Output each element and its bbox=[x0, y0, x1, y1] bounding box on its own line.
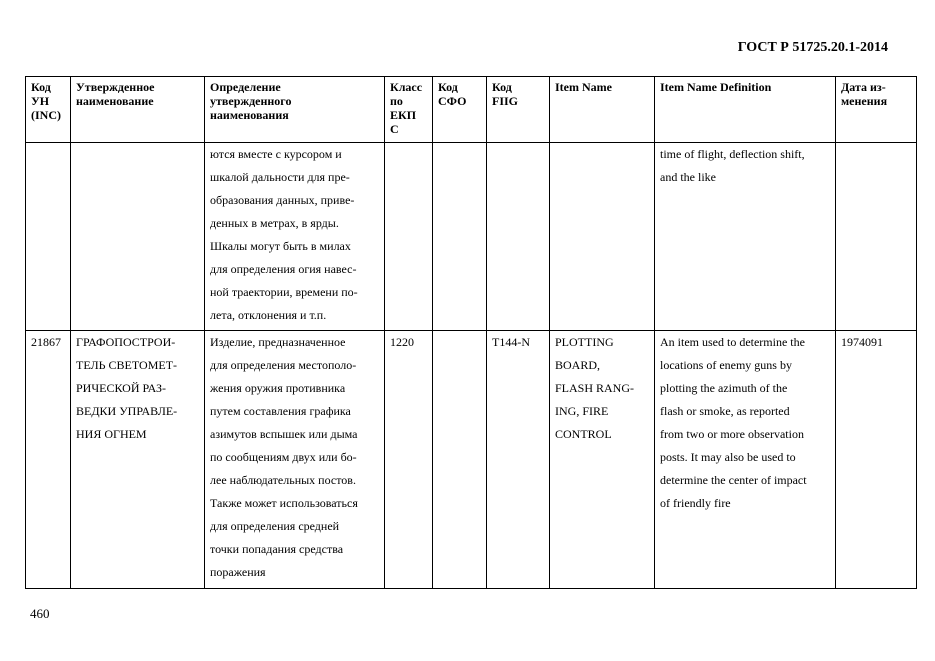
text-line: наименования bbox=[210, 108, 289, 122]
page-number: 460 bbox=[30, 606, 50, 621]
text-line: Определение bbox=[210, 80, 281, 94]
text-line: точки попадания средства bbox=[210, 542, 344, 556]
cell-class bbox=[385, 143, 433, 331]
text-line: лета, отклонения и т.п. bbox=[210, 308, 327, 322]
cell-name bbox=[71, 331, 205, 589]
text-line: posts. It may also be used to bbox=[660, 450, 796, 464]
text-line: ются вместе с курсором и bbox=[210, 147, 342, 161]
text-line: НИЯ ОГНЕМ bbox=[76, 427, 147, 441]
text-line: по сообщениям двух или бо- bbox=[210, 450, 357, 464]
text-line: and the like bbox=[660, 170, 716, 184]
cell-sfo bbox=[433, 331, 487, 589]
col-header-definition bbox=[205, 77, 385, 143]
cell-definition bbox=[205, 331, 385, 589]
cell-sfo bbox=[433, 143, 487, 331]
text-line: путем составления графика bbox=[210, 404, 351, 418]
text-line: менения bbox=[841, 94, 888, 108]
col-header-fiig bbox=[487, 77, 550, 143]
text-line: from two or more observation bbox=[660, 427, 804, 441]
text-line: Код bbox=[31, 80, 51, 94]
text-line: Класс bbox=[390, 80, 423, 94]
cell-fiig: T144-N bbox=[487, 331, 550, 589]
text-line: FLASH RANG- bbox=[555, 381, 635, 395]
text-line: FIIG bbox=[492, 94, 519, 108]
text-line: для определения средней bbox=[210, 519, 340, 533]
text-line: Код bbox=[438, 80, 458, 94]
text-line: Дата из- bbox=[841, 80, 886, 94]
col-header-inc bbox=[26, 77, 71, 143]
text-line: для определения огия навес- bbox=[210, 262, 357, 276]
text-line: по bbox=[390, 94, 403, 108]
cell-date bbox=[836, 143, 917, 331]
col-header-date bbox=[836, 77, 917, 143]
text-line: образования данных, приве- bbox=[210, 193, 355, 207]
text-line: С bbox=[390, 122, 399, 136]
col-header-item-name bbox=[550, 77, 655, 143]
text-line: Item Name Definition bbox=[660, 80, 772, 94]
cell-name bbox=[71, 143, 205, 331]
text-line: Шкалы могут быть в милах bbox=[210, 239, 351, 253]
cell-inc bbox=[26, 143, 71, 331]
text-line: flash or smoke, as reported bbox=[660, 404, 790, 418]
cell-fiig bbox=[487, 143, 550, 331]
cell-item-definition bbox=[655, 143, 836, 331]
cell-item-name bbox=[550, 331, 655, 589]
document-code: ГОСТ Р 51725.20.1-2014 bbox=[737, 40, 888, 55]
text-line: An item used to determine the bbox=[660, 335, 805, 349]
text-line: ГРАФОПОСТРОИ- bbox=[76, 335, 176, 349]
table-header-row bbox=[26, 77, 917, 143]
cell-inc: 21867 bbox=[26, 331, 71, 589]
text-line: для определения местополо- bbox=[210, 358, 357, 372]
text-line: ВЕДКИ УПРАВЛЕ- bbox=[76, 404, 178, 418]
text-line: BOARD, bbox=[555, 358, 601, 372]
col-header-name bbox=[71, 77, 205, 143]
cell-class: 1220 bbox=[385, 331, 433, 589]
text-line: жения оружия противника bbox=[210, 381, 346, 395]
col-header-sfo bbox=[433, 77, 487, 143]
text-line: determine the center of impact bbox=[660, 473, 807, 487]
text-line: наименование bbox=[76, 94, 154, 108]
text-line: лее наблюдательных постов. bbox=[210, 473, 356, 487]
text-line: УН bbox=[31, 94, 50, 108]
text-line: РИЧЕСКОЙ РАЗ- bbox=[76, 381, 167, 395]
text-line: денных в метрах, в ярды. bbox=[210, 216, 339, 230]
cell-date: 1974091 bbox=[836, 331, 917, 589]
table-row bbox=[26, 143, 917, 331]
text-line: азимутов вспышек или дыма bbox=[210, 427, 358, 441]
text-line: CONTROL bbox=[555, 427, 612, 441]
cell-item-name bbox=[550, 143, 655, 331]
text-line: ЕКП bbox=[390, 108, 417, 122]
text-line: утвержденного bbox=[210, 94, 292, 108]
cell-definition bbox=[205, 143, 385, 331]
text-line: СФО bbox=[438, 94, 467, 108]
col-header-class bbox=[385, 77, 433, 143]
text-line: of friendly fire bbox=[660, 496, 731, 510]
text-line: PLOTTING bbox=[555, 335, 614, 349]
text-line: Изделие, предназначенное bbox=[210, 335, 346, 349]
text-line: шкалой дальности для пре- bbox=[210, 170, 350, 184]
text-line: поражения bbox=[210, 565, 266, 579]
cell-item-definition bbox=[655, 331, 836, 589]
text-line: Утвержденное bbox=[76, 80, 155, 94]
text-line: Item Name bbox=[555, 80, 612, 94]
catalog-table bbox=[25, 76, 917, 589]
text-line: Код bbox=[492, 80, 512, 94]
text-line: Также может использоваться bbox=[210, 496, 358, 510]
text-line: ной траектории, времени по- bbox=[210, 285, 358, 299]
text-line: plotting the azimuth of the bbox=[660, 381, 788, 395]
text-line: ТЕЛЬ СВЕТОМЕТ- bbox=[76, 358, 178, 372]
text-line: locations of enemy guns by bbox=[660, 358, 792, 372]
text-line: (INC) bbox=[31, 108, 61, 122]
col-header-item-definition bbox=[655, 77, 836, 143]
text-line: time of flight, deflection shift, bbox=[660, 147, 805, 161]
table-row bbox=[26, 331, 917, 589]
text-line: ING, FIRE bbox=[555, 404, 609, 418]
